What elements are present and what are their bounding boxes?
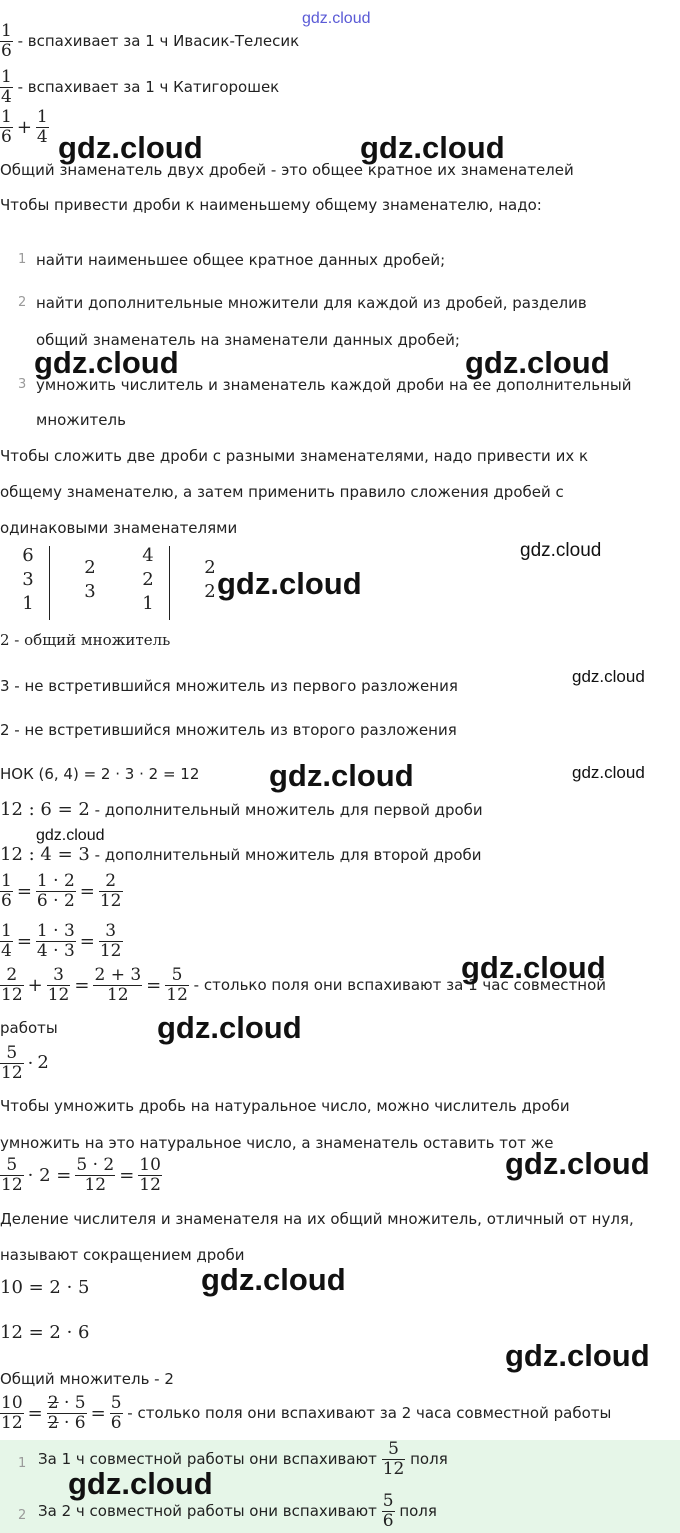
watermark: gdz.cloud [520, 540, 602, 561]
watermark: gdz.cloud [461, 950, 606, 985]
fraction-1-4: $\frac{1}{4}$ [1, 67, 12, 107]
site-header-link[interactable]: gdz.cloud [302, 10, 371, 27]
watermark: gdz.cloud [58, 130, 203, 165]
fraction-line-1-text: - вспахивает за 1 ч Ивасик-Телесик [17, 32, 300, 50]
times-two: $\frac{5}{12}$ · 2 [1, 1043, 49, 1083]
rule-common-denominator: Общий знаменатель двух дробей - это общее кратное их знаменателей [0, 161, 574, 179]
add-rule-2: общему знаменателю, а затем применить правило сложения дробей с [0, 483, 564, 501]
extra-factor-2: 12 : 4 = 3 - дополнительный множитель для второй дроби [0, 844, 482, 865]
note-first: 3 - не встретившийся множитель из первого разложения [0, 677, 458, 695]
factor-col-1: 6 3 1 [22, 545, 34, 614]
watermark: gdz.cloud [217, 566, 362, 601]
sum-result-cont: работы [0, 1019, 58, 1037]
note-common-factor: 2 - общий множитель [0, 631, 171, 649]
sum-expression: $\frac{1}{6}$ + $\frac{1}{4}$ [1, 107, 48, 147]
watermark: gdz.cloud [157, 1010, 302, 1045]
factor-col-2: 2 3 [84, 557, 96, 602]
add-rule-1: Чтобы сложить две дроби с разными знаменателями, надо привести их к [0, 447, 589, 465]
nok-line: НОК (6, 4) = 2 · 3 · 2 = 12 [0, 765, 200, 783]
watermark: gdz.cloud [269, 758, 414, 793]
mult-result: $\frac{5}{12}$ · 2 = $\frac{5 \cdot 2}{12}$ = $\frac{10}{12}$ [1, 1155, 161, 1195]
watermark: gdz.cloud [34, 345, 179, 380]
ten-factor: 10 = 2 · 5 [0, 1277, 90, 1298]
convert-1-6: $\frac{1}{6}$ = $\frac{1 \cdot 2}{6 \cdot 2}$ = $\frac{2}{12}$ [1, 871, 122, 911]
watermark: gdz.cloud [465, 345, 610, 380]
watermark: gdz.cloud [36, 827, 105, 844]
add-rule-3: одинаковыми знаменателями [0, 519, 238, 537]
watermark: gdz.cloud [505, 1338, 650, 1373]
factor-col-4: 2 2 [204, 557, 216, 602]
watermark: gdz.cloud [572, 763, 645, 782]
rule-lcd-heading: Чтобы привести дроби к наименьшему общему знаменателю, надо: [0, 196, 542, 214]
twelve-factor: 12 = 2 · 6 [0, 1322, 90, 1343]
extra-factor-1: 12 : 6 = 2 - дополнительный множитель для первой дроби [0, 799, 483, 820]
fraction-1-6: $\frac{1}{6}$ [1, 21, 12, 61]
reduce-rule-2: называют сокращением дроби [0, 1246, 245, 1264]
fraction-line-2 [0, 68, 279, 107]
watermark: gdz.cloud [572, 667, 645, 686]
watermark: gdz.cloud [201, 1262, 346, 1297]
fraction-line-1 [0, 22, 299, 61]
watermark: gdz.cloud [505, 1146, 650, 1181]
reduce-rule-1: Деление числителя и знаменателя на их общий множитель, отличный от нуля, [0, 1210, 634, 1228]
common-factor-line: Общий множитель - 2 [0, 1370, 174, 1388]
mult-rule-2: умножить на это натуральное число, а знаменатель оставить тот же [0, 1134, 554, 1152]
convert-1-4: $\frac{1}{4}$ = $\frac{1 \cdot 3}{4 \cdot 3}$ = $\frac{3}{12}$ [1, 921, 122, 961]
factor-col-3: 4 2 1 [142, 545, 154, 614]
note-second: 2 - не встретившийся множитель из второго разложения [0, 721, 457, 739]
fraction-line-2-text: - вспахивает за 1 ч Катигорошек [17, 78, 280, 96]
watermark: gdz.cloud [68, 1466, 213, 1501]
sum-result: $\frac{2}{12}$ + $\frac{3}{12}$ = $\frac{2 + 3}{12}$ = $\frac{5}{12}$ - столько поля они вспахивают за 1 час совместной [1, 965, 607, 1005]
reduce-result: $\frac{10}{12}$ = $\frac{2 \cdot 5}{2 \cdot 6}$ = $\frac{5}{6}$ - столько поля они вспахивают за 2 часа совместной работы [1, 1393, 612, 1433]
mult-rule-1: Чтобы умножить дробь на натуральное число, можно числитель дроби [0, 1097, 570, 1115]
watermark: gdz.cloud [360, 130, 505, 165]
